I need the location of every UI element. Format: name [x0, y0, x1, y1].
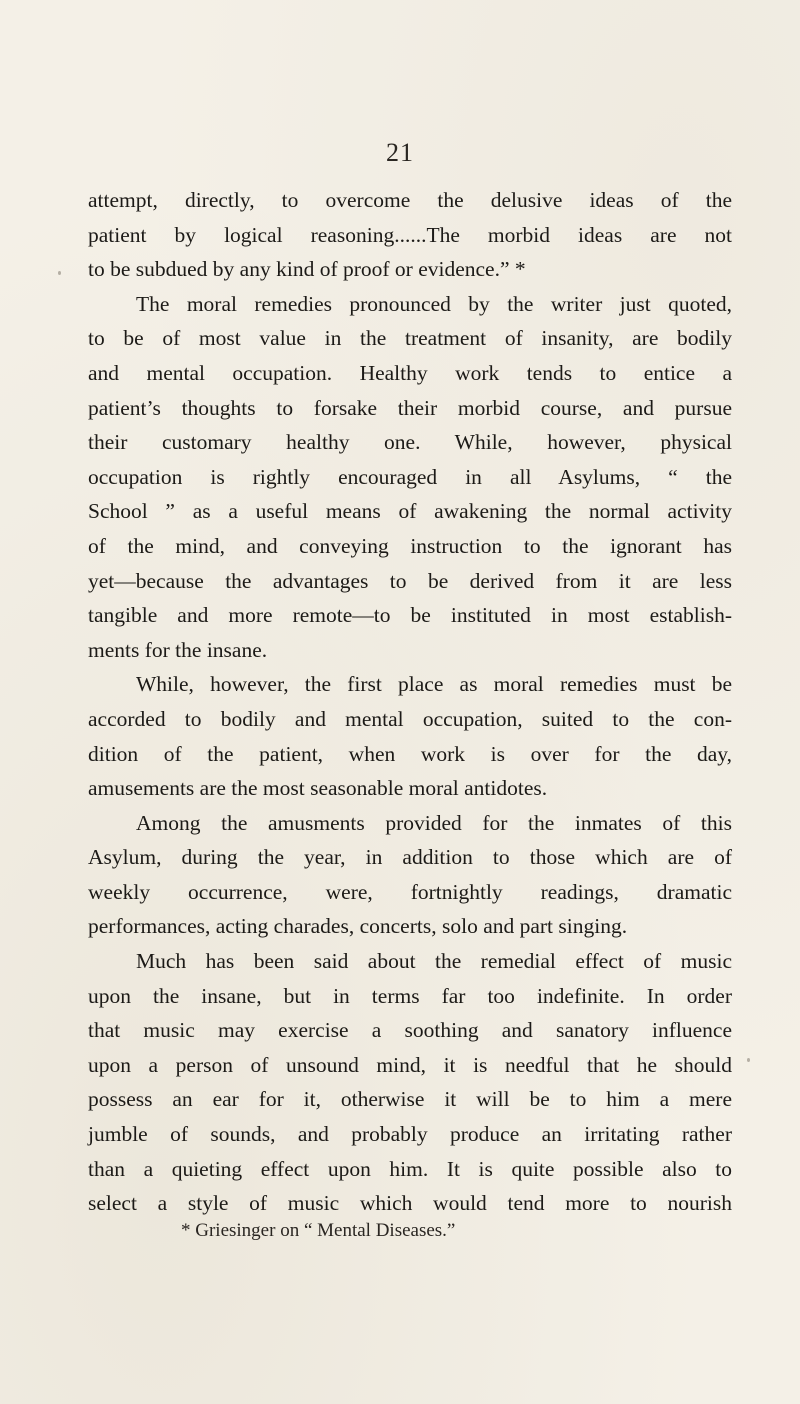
text-line: accorded to bodily and mental occupation, suited to the con-: [88, 706, 732, 731]
text-line: Asylum, during the year, in addition to those which are of: [88, 845, 732, 870]
text-line: School ” as a useful means of awakening the normal activity: [88, 499, 732, 524]
paper-speck: [58, 271, 61, 275]
text-line: their customary healthy one. While, however, physical: [88, 430, 732, 455]
text-line: weekly occurrence, were, fortnightly readings, dramatic: [88, 879, 732, 904]
text-line: ments for the insane.: [88, 637, 268, 662]
text-line: possess an ear for it, otherwise it will be to him a mere: [88, 1087, 732, 1112]
text-line: patient by logical reasoning......The morbid ideas are not: [88, 222, 732, 247]
text-line: that music may exercise a soothing and sanatory influence: [88, 1018, 732, 1043]
text-line: performances, acting charades, concerts, solo and part singing.: [88, 914, 628, 939]
text-line: Among the amusments provided for the inmates of this: [136, 810, 732, 835]
text-line: occupation is rightly encouraged in all Asylums, “ the: [88, 464, 732, 489]
text-line: While, however, the first place as moral remedies must be: [136, 672, 732, 697]
text-line: select a style of music which would tend more to nourish: [88, 1191, 732, 1216]
text-line: tangible and more remote—to be instituted in most establish-: [88, 603, 732, 628]
text-line: upon a person of unsound mind, it is needful that he should: [88, 1052, 732, 1077]
text-line: patient’s thoughts to forsake their morbid course, and pursue: [88, 395, 732, 420]
text-line: dition of the patient, when work is over for the day,: [88, 741, 732, 766]
text-line: and mental occupation. Healthy work tends to entice a: [88, 360, 732, 385]
text-line: amusements are the most seasonable moral antidotes.: [88, 776, 548, 801]
page-number: 21: [386, 138, 414, 167]
text-line: to be subdued by any kind of proof or evidence.” *: [88, 257, 526, 282]
paper-speck: [747, 1058, 750, 1062]
text-line: of the mind, and conveying instruction to the ignorant has: [88, 533, 732, 558]
text-line: attempt, directly, to overcome the delusive ideas of the: [88, 188, 732, 212]
text-line: to be of most value in the treatment of insanity, are bodily: [88, 326, 732, 351]
body-text: [88, 183, 732, 1221]
footnote: * Griesinger on “ Mental Diseases.”: [181, 1220, 456, 1241]
text-line: Much has been said about the remedial effect of music: [136, 949, 732, 974]
text-line: yet—because the advantages to be derived from it are less: [88, 568, 732, 593]
text-line: than a quieting effect upon him. It is quite possible also to: [88, 1156, 732, 1181]
text-line: jumble of sounds, and probably produce an irritating rather: [88, 1122, 732, 1147]
text-line: upon the insane, but in terms far too indefinite. In order: [88, 983, 732, 1008]
text-line: The moral remedies pronounced by the writer just quoted,: [136, 291, 732, 316]
